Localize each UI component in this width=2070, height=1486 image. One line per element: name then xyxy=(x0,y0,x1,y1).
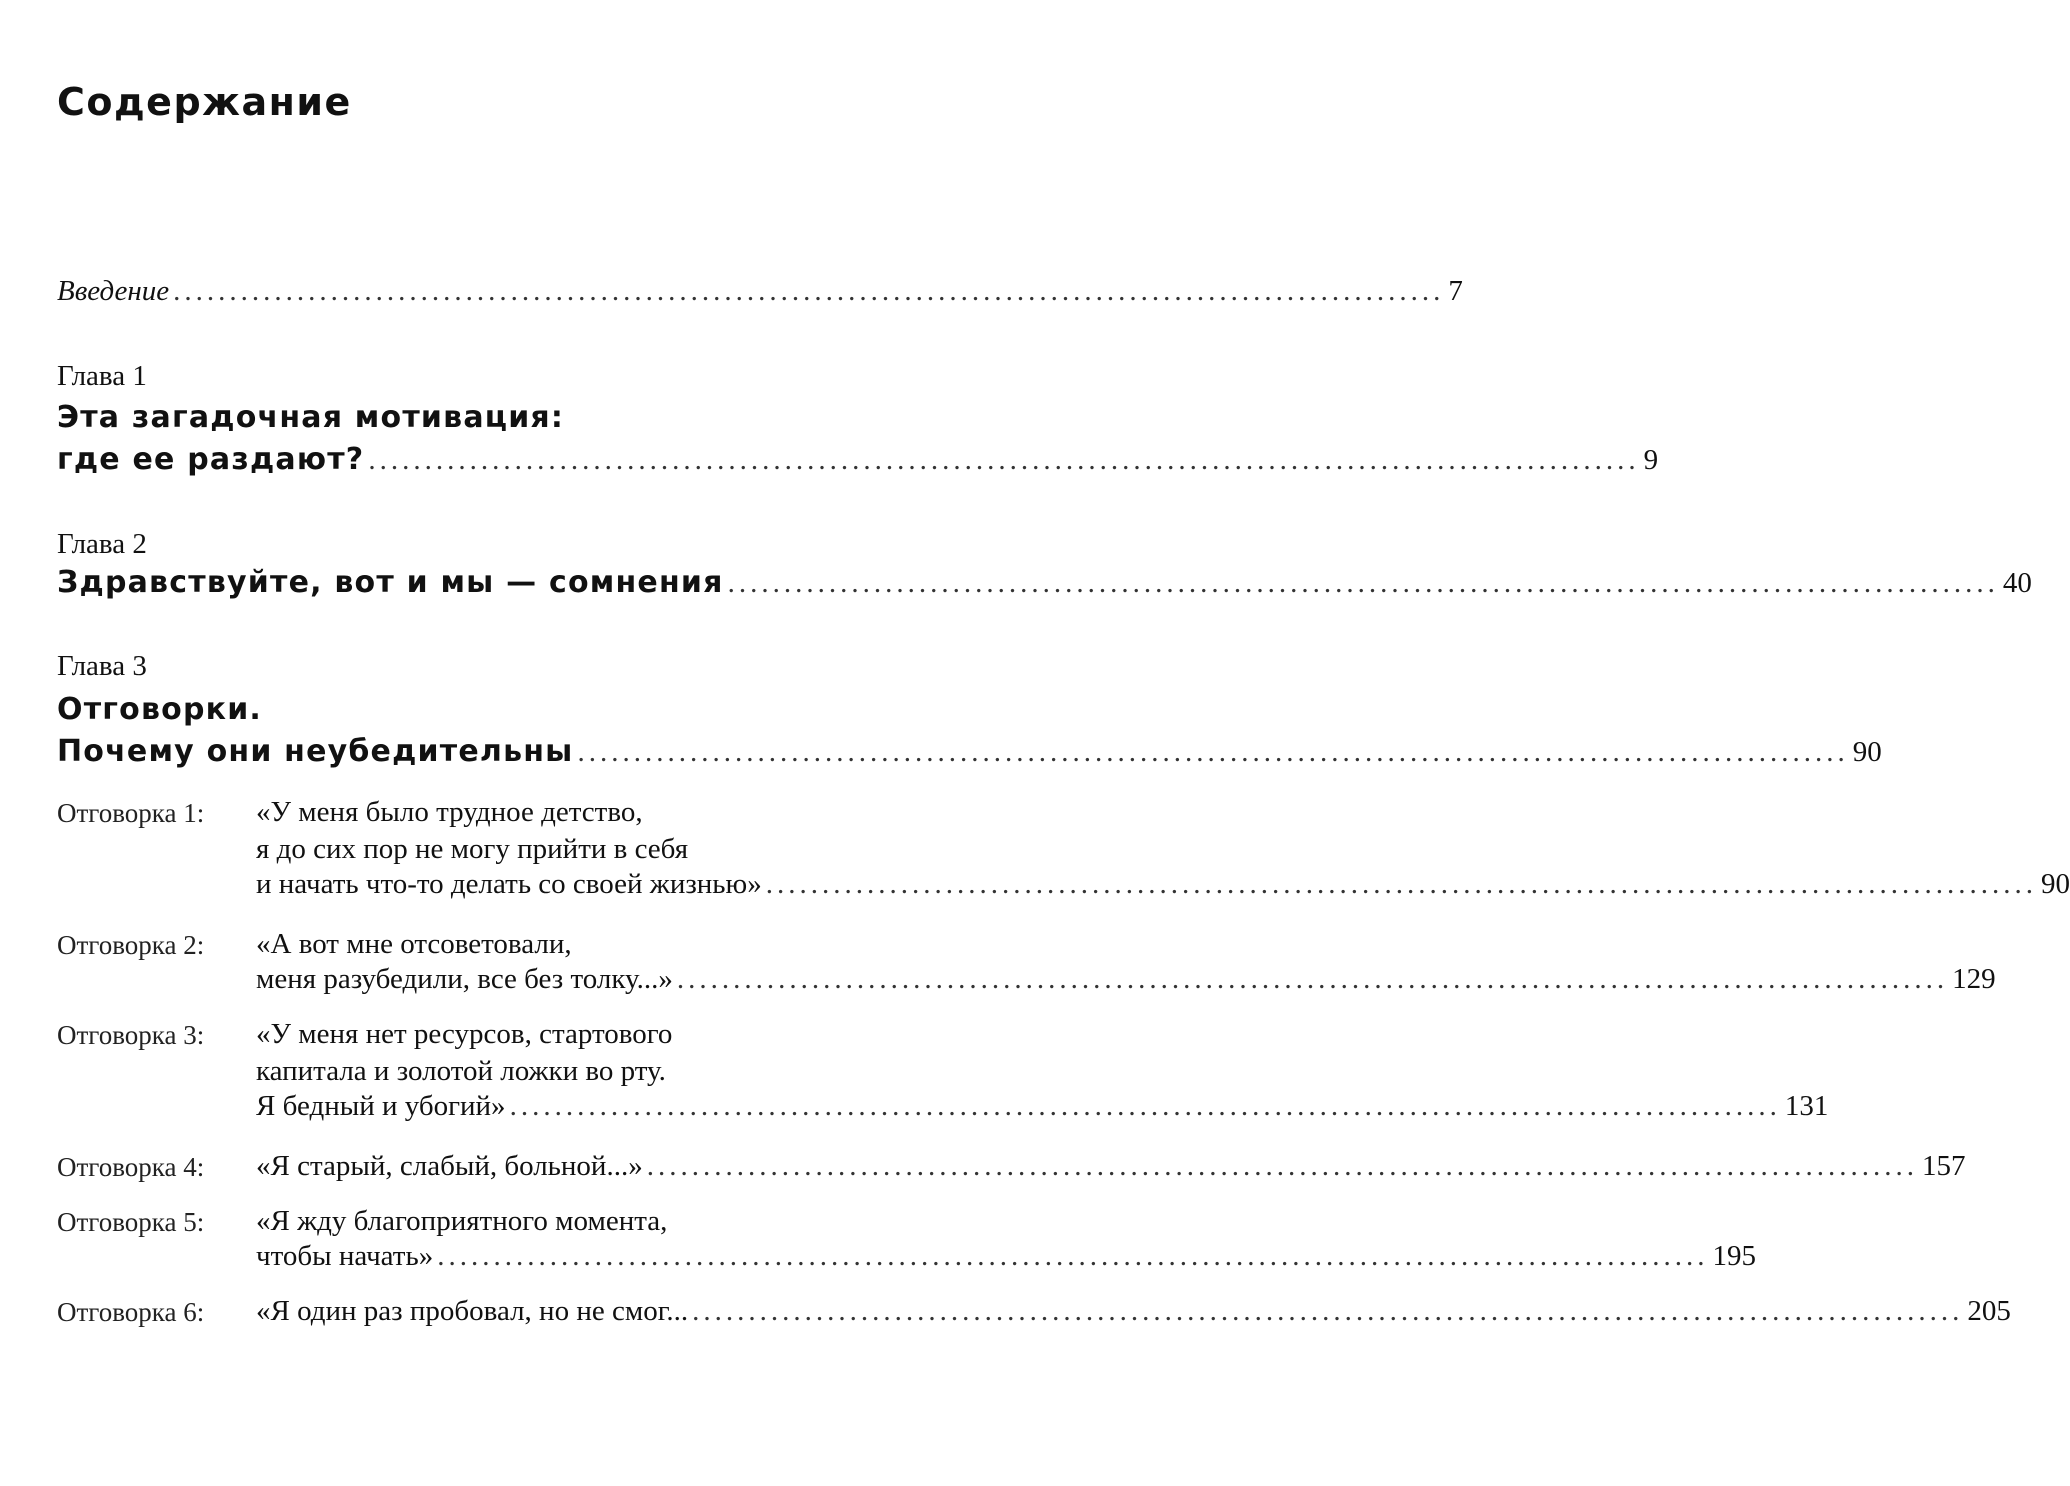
dot-leader: ................................................................................................................. xyxy=(577,736,1849,768)
toc-entry-excuse-3[interactable] xyxy=(256,1090,1829,1123)
excuse-5-line[interactable]: «Я жду благоприятного момента, xyxy=(256,1205,668,1237)
excuse-2-page-number: 129 xyxy=(1952,963,1996,995)
excuse-2-line[interactable]: «А вот мне отсоветовали, xyxy=(256,928,572,960)
chapter-3-title-line[interactable]: Отговорки. xyxy=(57,692,263,727)
excuse-3-page-number: 131 xyxy=(1784,1090,1829,1122)
dot-leader: ................................................................................................................. xyxy=(765,868,2037,900)
excuse-5-page-number: 195 xyxy=(1712,1240,1756,1272)
chapter-1-title-last: где ее раздают? xyxy=(57,442,365,477)
excuse-3-last-line: Я бедный и убогий» xyxy=(256,1090,506,1122)
dot-leader: ................................................................................................................. xyxy=(646,1150,1918,1182)
chapter-2-page-number: 40 xyxy=(2002,567,2032,599)
excuse-6-label: Отговорка 6: xyxy=(57,1297,205,1327)
excuse-1-last-line: и начать что-то делать со своей жизнью» xyxy=(256,868,762,900)
toc-entry-excuse-5[interactable] xyxy=(256,1240,1756,1273)
chapter-1-title-line[interactable]: Эта загадочная мотивация: xyxy=(57,400,565,435)
dot-leader: ................................................................................................................. xyxy=(676,963,1949,995)
excuse-1-page-number: 90 xyxy=(2040,868,2070,900)
excuse-3-label: Отговорка 3: xyxy=(57,1020,205,1050)
excuse-4-last-line: «Я старый, слабый, больной...» xyxy=(256,1150,643,1182)
chapter-2-label: Глава 2 xyxy=(57,528,147,560)
toc-entry-excuse-4[interactable] xyxy=(256,1150,1966,1183)
chapter-1-label: Глава 1 xyxy=(57,360,147,392)
excuse-2-last-line: меня разубедили, все без толку...» xyxy=(256,963,673,995)
toc-entry-chapter-3[interactable] xyxy=(57,734,1882,769)
toc-entry-excuse-1[interactable] xyxy=(256,868,2070,901)
excuse-6-page-number: 205 xyxy=(1967,1295,2011,1327)
excuse-5-last-line: чтобы начать» xyxy=(256,1240,434,1272)
excuse-6-last-line: «Я один раз пробовал, но не смог... xyxy=(256,1295,689,1327)
excuse-4-label: Отговорка 4: xyxy=(57,1152,205,1182)
toc-entry-chapter-2[interactable] xyxy=(57,565,2032,600)
excuse-1-line[interactable]: «У меня было трудное детство, xyxy=(256,796,643,828)
chapter-2-title-last: Здравствуйте, вот и мы — сомнения xyxy=(57,565,724,600)
toc-entry-intro[interactable] xyxy=(57,275,1463,308)
excuse-1-label: Отговорка 1: xyxy=(57,798,205,828)
dot-leader: ................................................................................................................. xyxy=(692,1295,1964,1327)
intro-page-number: 7 xyxy=(1448,275,1463,307)
toc-entry-chapter-1[interactable] xyxy=(57,442,1659,477)
excuse-3-line[interactable]: капитала и золотой ложки во рту. xyxy=(256,1055,666,1087)
dot-leader: ................................................................................................................. xyxy=(727,567,1999,599)
toc-entry-excuse-2[interactable] xyxy=(256,963,1996,996)
page-title: Содержание xyxy=(57,80,352,124)
excuse-4-page-number: 157 xyxy=(1921,1150,1966,1182)
dot-leader: ................................................................................................................. xyxy=(368,444,1640,476)
excuse-1-line[interactable]: я до сих пор не могу прийти в себя xyxy=(256,833,689,865)
dot-leader: ................................................................................................................. xyxy=(437,1240,1709,1272)
chapter-3-label: Глава 3 xyxy=(57,650,147,682)
excuse-5-label: Отговорка 5: xyxy=(57,1207,205,1237)
toc-entry-excuse-6[interactable] xyxy=(256,1295,2011,1328)
chapter-3-page-number: 90 xyxy=(1852,736,1882,768)
chapter-1-page-number: 9 xyxy=(1643,444,1659,476)
chapter-3-title-last: Почему они неубедительны xyxy=(57,734,574,769)
dot-leader: ................................................................................................................. xyxy=(173,275,1445,307)
dot-leader: ................................................................................................................. xyxy=(509,1090,1781,1122)
excuse-3-line[interactable]: «У меня нет ресурсов, стартового xyxy=(256,1018,673,1050)
excuse-2-label: Отговорка 2: xyxy=(57,930,205,960)
intro-label: Введение xyxy=(57,275,170,307)
